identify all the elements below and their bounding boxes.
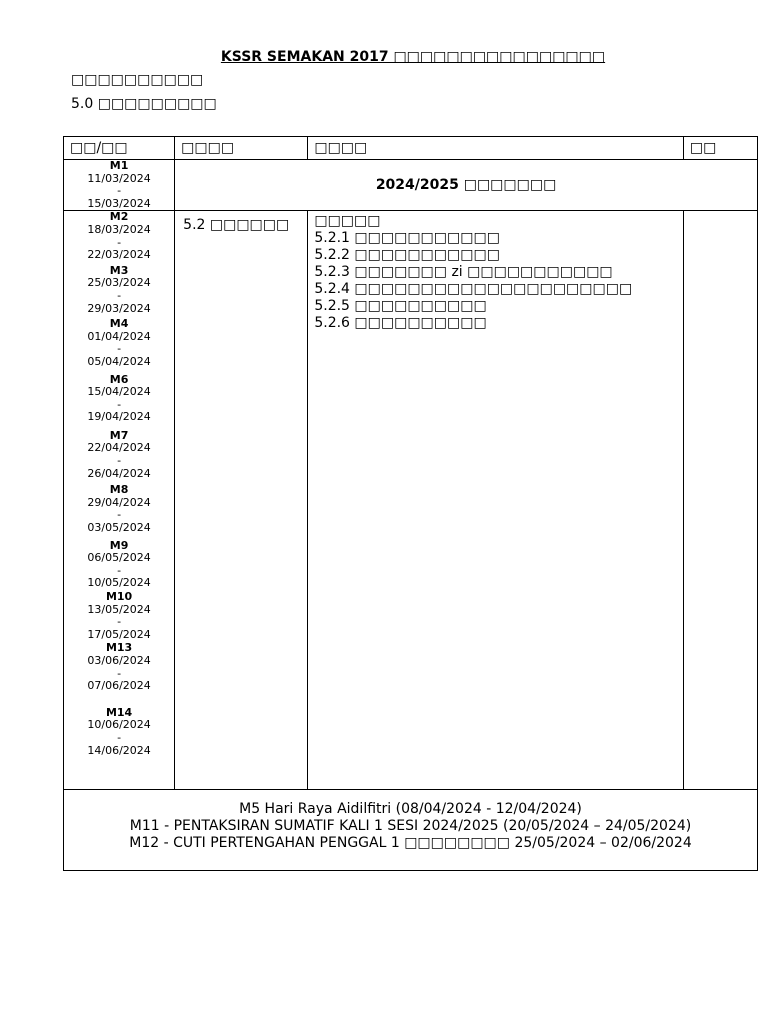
week-start-date: 29/04/2024 xyxy=(87,495,151,509)
week-start-date: 18/03/2024 xyxy=(87,222,151,236)
week-end-date: 26/04/2024 xyxy=(87,466,151,480)
week-label: M13 xyxy=(105,641,133,655)
content-cell xyxy=(308,211,684,790)
week-start-date: 22/04/2024 xyxy=(87,441,151,455)
week-label: M9 xyxy=(109,538,129,552)
week-label: M2 xyxy=(109,210,129,224)
week-start-date: 06/05/2024 xyxy=(87,551,151,565)
week-label: M7 xyxy=(109,428,129,442)
week-dash: - xyxy=(117,666,122,680)
footer-line: M11 - PENTAKSIRAN SUMATIF KALI 1 SESI 2024/2025 (20/05/2024 – 24/05/2024) xyxy=(129,818,692,835)
week-dash: - xyxy=(117,288,122,302)
column-header-week: □□/□□ xyxy=(64,137,175,160)
week-dash: - xyxy=(117,454,122,468)
week-start-date: 13/05/2024 xyxy=(87,602,151,616)
week-end-date: 17/05/2024 xyxy=(87,627,151,641)
week-label: M3 xyxy=(109,263,129,277)
week-dash: - xyxy=(117,615,122,629)
week-entry xyxy=(64,160,174,210)
week-dash: - xyxy=(117,508,122,522)
week-entry xyxy=(64,642,174,692)
week-label: M4 xyxy=(109,317,129,331)
content-item: 5.2.5 □□□□□□□□□□ xyxy=(314,298,487,315)
week-start-date: 01/04/2024 xyxy=(87,329,151,343)
week-dash: - xyxy=(117,397,122,411)
lesson-plan-table xyxy=(63,136,758,871)
week-dash: - xyxy=(117,235,122,249)
week-start-date: 25/03/2024 xyxy=(87,276,151,290)
table-row-week1 xyxy=(64,160,758,211)
unit-cell: 5.2 □□□□□□ xyxy=(175,211,308,790)
week-entry xyxy=(64,265,174,315)
week-dash: - xyxy=(117,730,122,744)
weeks-list xyxy=(64,211,174,757)
week-entry xyxy=(64,591,174,641)
week-start-date: 03/06/2024 xyxy=(87,653,151,667)
notes-cell xyxy=(683,211,757,790)
document-title: KSSR SEMAKAN 2017 □□□□□□□□□□□□□□□□ xyxy=(220,49,606,65)
footer-line: M5 Hari Raya Aidilfitri (08/04/2024 - 12/04/2024) xyxy=(239,801,582,818)
week-label: M10 xyxy=(105,590,133,603)
week-end-date: 05/04/2024 xyxy=(87,354,151,368)
week-cell xyxy=(64,160,175,211)
week-entry xyxy=(64,484,174,534)
week-entry xyxy=(64,211,174,261)
week-dash: - xyxy=(117,184,122,198)
content-item: 5.2.2 □□□□□□□□□□□ xyxy=(314,247,500,264)
week-entry xyxy=(64,374,174,424)
week-entry xyxy=(64,430,174,480)
footer-cell xyxy=(64,790,758,871)
week-end-date: 14/06/2024 xyxy=(87,743,151,757)
week-end-date: 10/05/2024 xyxy=(87,576,151,590)
weeks-cell xyxy=(64,211,175,790)
content-item: 5.2.3 □□□□□□□ zi □□□□□□□□□□□ xyxy=(314,264,613,281)
table-row-footer xyxy=(64,790,758,871)
table-header-row xyxy=(64,137,758,160)
content-item: 5.2.1 □□□□□□□□□□□ xyxy=(314,230,500,247)
week-entry xyxy=(64,707,174,757)
week-dash: - xyxy=(117,563,122,577)
week-end-date: 29/03/2024 xyxy=(87,301,151,315)
table-row-main xyxy=(64,211,758,790)
content-list xyxy=(314,230,683,332)
week-entry xyxy=(64,540,174,590)
column-header-content: □□□□ xyxy=(308,137,684,160)
week-label: M1 xyxy=(109,159,129,172)
content-heading: □□□□□ xyxy=(314,213,381,230)
week-label: M8 xyxy=(109,483,129,497)
week-end-date: 22/03/2024 xyxy=(87,248,151,262)
orientation-cell: 2024/2025 □□□□□□□ xyxy=(175,160,758,211)
column-header-notes: □□ xyxy=(683,137,757,160)
document-subtitle: □□□□□□□□□□ xyxy=(71,72,204,88)
content-item: 5.2.4 □□□□□□□□□□□□□□□□□□□□□ xyxy=(314,281,633,298)
week-end-date: 03/05/2024 xyxy=(87,521,151,535)
week-start-date: 10/06/2024 xyxy=(87,718,151,732)
week-end-date: 19/04/2024 xyxy=(87,410,151,424)
week-end-date: 15/03/2024 xyxy=(87,196,151,210)
week-start-date: 15/04/2024 xyxy=(87,385,151,399)
week-entry xyxy=(64,318,174,368)
week-end-date: 07/06/2024 xyxy=(87,679,151,693)
footer-line: M12 - CUTI PERTENGAHAN PENGGAL 1 □□□□□□□□ 25/05/2024 – 02/06/2024 xyxy=(129,835,692,852)
content-item: 5.2.6 □□□□□□□□□□ xyxy=(314,315,487,332)
week-start-date: 11/03/2024 xyxy=(87,171,151,185)
column-header-unit: □□□□ xyxy=(175,137,308,160)
week-dash: - xyxy=(117,342,122,356)
week-label: M6 xyxy=(109,372,129,386)
week-label: M14 xyxy=(105,705,133,719)
unit-heading: 5.0 □□□□□□□□□ xyxy=(71,96,217,112)
